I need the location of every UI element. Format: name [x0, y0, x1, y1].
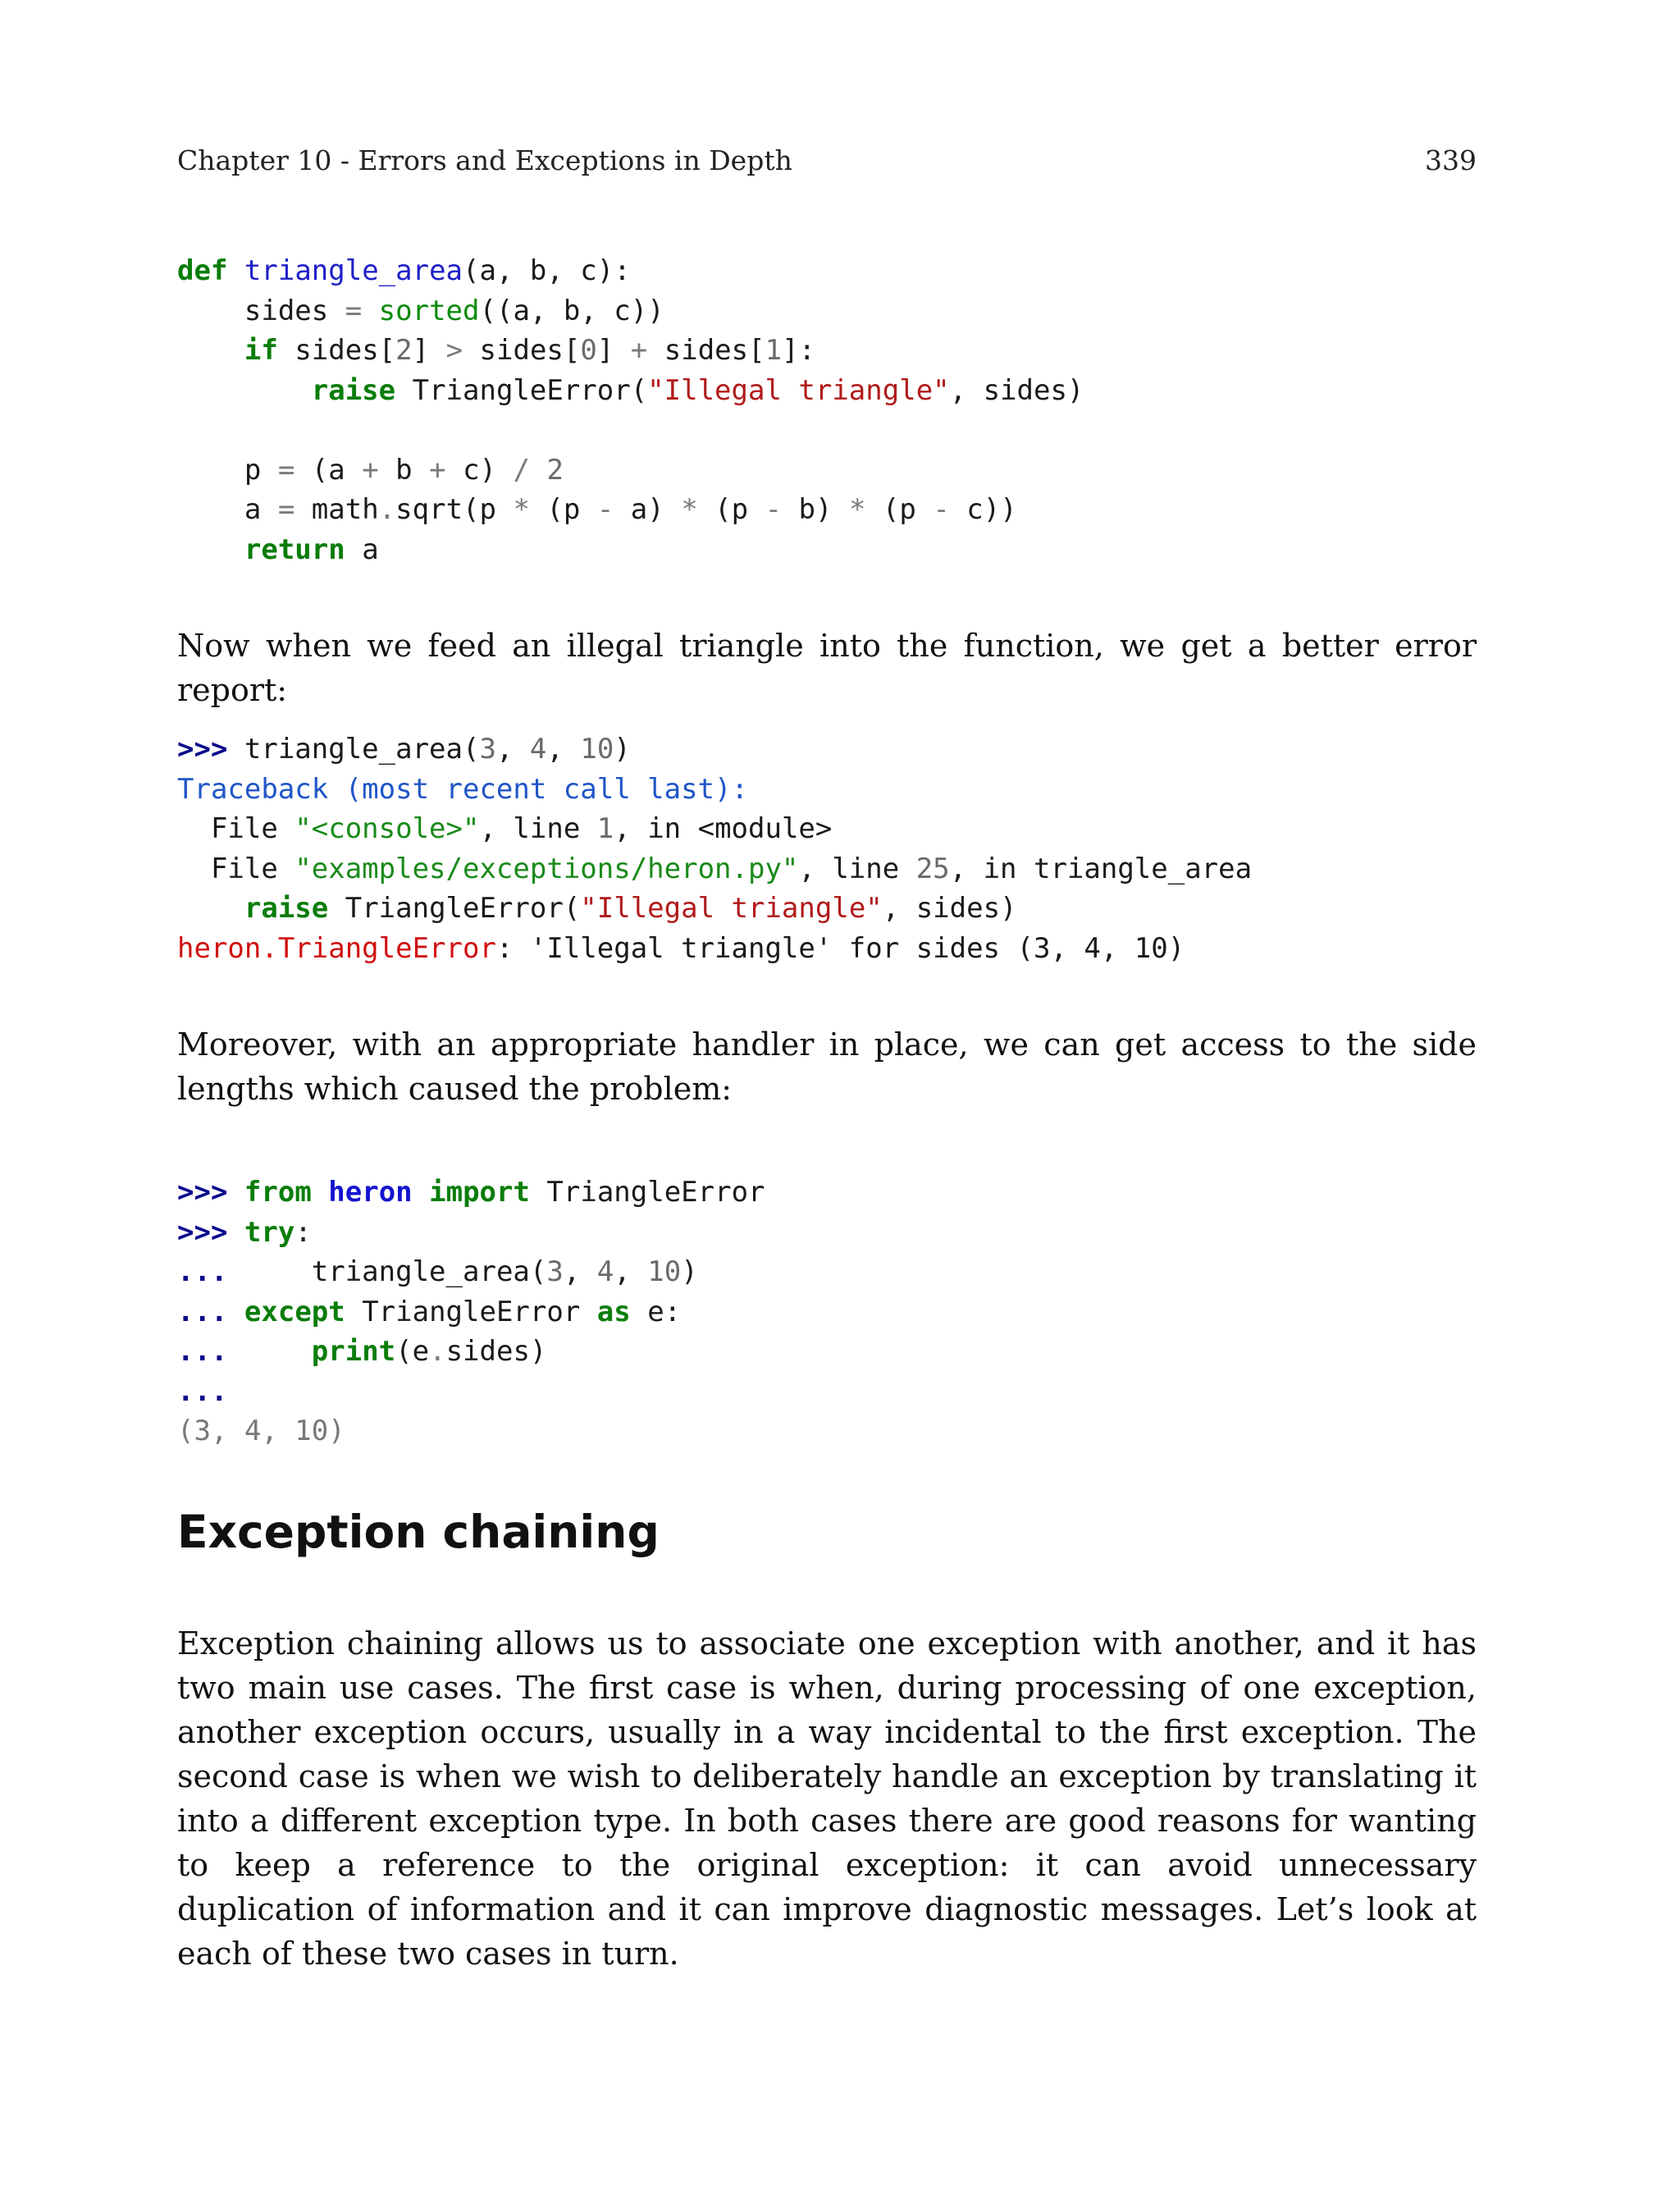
- code-token: +: [630, 334, 648, 367]
- code-token: : 'Illegal triangle' for sides (3, 4, 10): [495, 931, 1185, 965]
- code-token: math: [294, 493, 379, 526]
- code-token: (p: [697, 493, 765, 526]
- code-line: [177, 371, 1084, 411]
- code-token: -: [596, 493, 614, 526]
- code-token: , sides): [949, 373, 1084, 407]
- code-token: sqrt(p: [395, 493, 514, 526]
- code-token: heron: [328, 1176, 413, 1209]
- code-token: +: [429, 453, 446, 487]
- code-line: [177, 450, 1084, 491]
- code-line: [177, 251, 1084, 291]
- code-token: 1: [596, 812, 614, 845]
- code-token: >>>: [177, 733, 228, 766]
- code-token: 2: [395, 334, 413, 367]
- code-line: [177, 849, 1252, 889]
- code-line: [177, 331, 1084, 371]
- code-token: [227, 1176, 244, 1209]
- code-token: 10: [647, 1255, 682, 1288]
- code-token: [177, 533, 244, 566]
- code-line: [177, 729, 1252, 770]
- code-token: =: [345, 294, 363, 327]
- code-line: [177, 490, 1084, 530]
- code-line: [177, 1213, 765, 1253]
- code-token: triangle_area(: [227, 733, 480, 766]
- code-token: try: [244, 1215, 295, 1249]
- code-token: ]: [412, 334, 446, 367]
- code-token: "<console>": [294, 812, 480, 845]
- code-token: "Illegal triangle": [647, 373, 950, 407]
- book-page: [177, 0, 1477, 2185]
- code-token: , line: [798, 852, 916, 885]
- code-token: ...: [177, 1374, 228, 1408]
- code-token: "Illegal triangle": [580, 892, 883, 925]
- code-token: -: [765, 493, 783, 526]
- code-token: b): [782, 493, 849, 526]
- code-token: raise: [244, 892, 329, 925]
- code-token: TriangleError(: [395, 373, 648, 407]
- code-token: [177, 892, 244, 925]
- code-token: [227, 254, 244, 287]
- code-token: sides): [445, 1335, 547, 1368]
- code-token: ...: [177, 1255, 228, 1288]
- code-token: [227, 1296, 244, 1328]
- code-token: *: [681, 493, 698, 526]
- code-token: return: [244, 533, 345, 566]
- code-block-try-except: [177, 1172, 765, 1451]
- code-token: 1: [765, 334, 783, 367]
- code-token: , in <module>: [614, 812, 833, 845]
- code-token: 4: [596, 1255, 614, 1288]
- code-token: sides[: [647, 334, 765, 367]
- code-token: , in triangle_area: [949, 852, 1253, 885]
- code-token: [530, 454, 546, 487]
- code-token: ]: [596, 334, 631, 367]
- code-token: 0: [580, 334, 597, 367]
- code-token: import: [429, 1176, 530, 1209]
- code-token: sides: [177, 294, 345, 327]
- code-token: +: [362, 453, 379, 487]
- code-token: TriangleError: [529, 1176, 765, 1209]
- code-token: print: [311, 1335, 396, 1368]
- code-line: [177, 1252, 765, 1292]
- code-token: [227, 1335, 311, 1368]
- code-line: [177, 291, 1084, 331]
- code-token: [362, 295, 378, 327]
- code-line: [177, 410, 1084, 450]
- code-token: , sides): [882, 892, 1017, 925]
- code-token: [312, 1176, 328, 1209]
- code-token: Traceback (most recent call last):: [177, 772, 748, 806]
- code-token: (a: [294, 453, 363, 487]
- code-token: a: [177, 493, 278, 526]
- code-token: >: [445, 334, 463, 367]
- code-token: , line: [479, 812, 597, 845]
- code-token: "examples/exceptions/heron.py": [294, 852, 799, 885]
- code-token: 3: [546, 1255, 564, 1288]
- code-token: [227, 1216, 244, 1249]
- code-token: ,: [563, 1255, 597, 1288]
- code-token: 3: [479, 733, 496, 766]
- code-token: :: [294, 1215, 312, 1249]
- code-token: triangle_area(: [227, 1255, 547, 1288]
- code-token: File: [177, 812, 295, 845]
- code-token: c)): [949, 493, 1017, 526]
- code-line: [177, 1292, 765, 1332]
- code-token: >>>: [177, 1215, 228, 1249]
- code-token: p: [177, 453, 278, 487]
- code-token: from: [244, 1176, 312, 1209]
- code-token: a: [345, 533, 379, 566]
- code-token: ...: [177, 1335, 228, 1368]
- code-block-triangle-area: [177, 251, 1084, 569]
- code-token: 25: [915, 852, 950, 885]
- code-token: def: [177, 254, 228, 287]
- code-token: ,: [614, 1255, 648, 1288]
- code-token: sorted: [378, 294, 480, 327]
- code-token: ,: [546, 733, 581, 766]
- code-token: c): [445, 453, 514, 487]
- code-token: (a, b, c):: [463, 254, 631, 287]
- code-token: [413, 1176, 429, 1209]
- code-token: [177, 374, 312, 407]
- code-token: ,: [495, 733, 530, 766]
- code-block-traceback: [177, 729, 1252, 968]
- code-line: [177, 889, 1252, 929]
- code-token: as: [596, 1295, 631, 1328]
- code-token: raise: [311, 373, 396, 407]
- code-token: heron.TriangleError: [177, 931, 496, 965]
- code-line: [177, 1411, 765, 1451]
- code-line: [177, 1372, 765, 1412]
- code-token: TriangleError: [345, 1295, 597, 1328]
- code-token: except: [244, 1295, 345, 1328]
- code-token: if: [244, 334, 278, 367]
- paragraph-exception-chaining: Exception chaining allows us to associate one exception with another, and it has two main use cases. The first case is when, during processing of one exception, another exception occurs, usually in a way incidental to the first exception. The second case is when we wish to deliberately handle an exception by translating it into a different exception type. In both cases there are good reasons for wanting to keep a reference to the original exception: it can avoid unnecessary duplication of information and it can improve diagnostic messages. Let’s look at each of these two cases in turn.: [177, 1625, 1477, 1972]
- code-token: a): [614, 493, 682, 526]
- code-token: *: [513, 493, 530, 526]
- code-token: File: [177, 852, 295, 885]
- code-token: ((a, b, c)): [479, 294, 664, 327]
- section-heading: Exception chaining: [177, 1506, 660, 1558]
- code-token: ): [614, 733, 631, 766]
- code-line: [177, 1332, 765, 1372]
- running-header: [177, 144, 1477, 185]
- code-token: ...: [177, 1295, 228, 1328]
- code-token: ]:: [782, 334, 816, 367]
- code-line: [177, 770, 1252, 810]
- page-number: 339: [1425, 144, 1477, 176]
- code-token: b: [378, 453, 430, 487]
- code-token: sides[: [277, 334, 396, 367]
- code-line: [177, 1172, 765, 1213]
- code-token: (3, 4, 10): [177, 1415, 345, 1447]
- code-token: TriangleError(: [328, 892, 581, 925]
- code-token: .: [378, 493, 396, 526]
- code-line: [177, 929, 1252, 969]
- code-token: (p: [529, 493, 597, 526]
- code-token: 2: [546, 453, 564, 487]
- code-token: (e: [395, 1335, 430, 1368]
- code-token: ): [681, 1255, 698, 1288]
- code-line: [177, 530, 1084, 570]
- code-token: /: [513, 453, 530, 487]
- code-token: 4: [529, 733, 547, 766]
- code-token: .: [429, 1335, 446, 1368]
- code-token: =: [277, 453, 295, 487]
- code-token: *: [848, 493, 866, 526]
- code-token: =: [277, 493, 295, 526]
- code-token: 10: [580, 733, 614, 766]
- chapter-title: Chapter 10 - Errors and Exceptions in Depth: [177, 144, 792, 176]
- code-token: (p: [865, 493, 934, 526]
- code-line: [177, 809, 1252, 849]
- paragraph-handler: Moreover, with an appropriate handler in place, we can get access to the side lengths which caused the problem:: [177, 1026, 1477, 1107]
- code-token: [177, 334, 244, 367]
- code-token: -: [933, 493, 950, 526]
- code-token: e:: [630, 1295, 682, 1328]
- code-token: sides[: [463, 334, 581, 367]
- code-token: triangle_area: [244, 254, 463, 287]
- code-token: >>>: [177, 1176, 228, 1209]
- paragraph-error-report: Now when we feed an illegal triangle into the function, we get a better error report:: [177, 628, 1477, 708]
